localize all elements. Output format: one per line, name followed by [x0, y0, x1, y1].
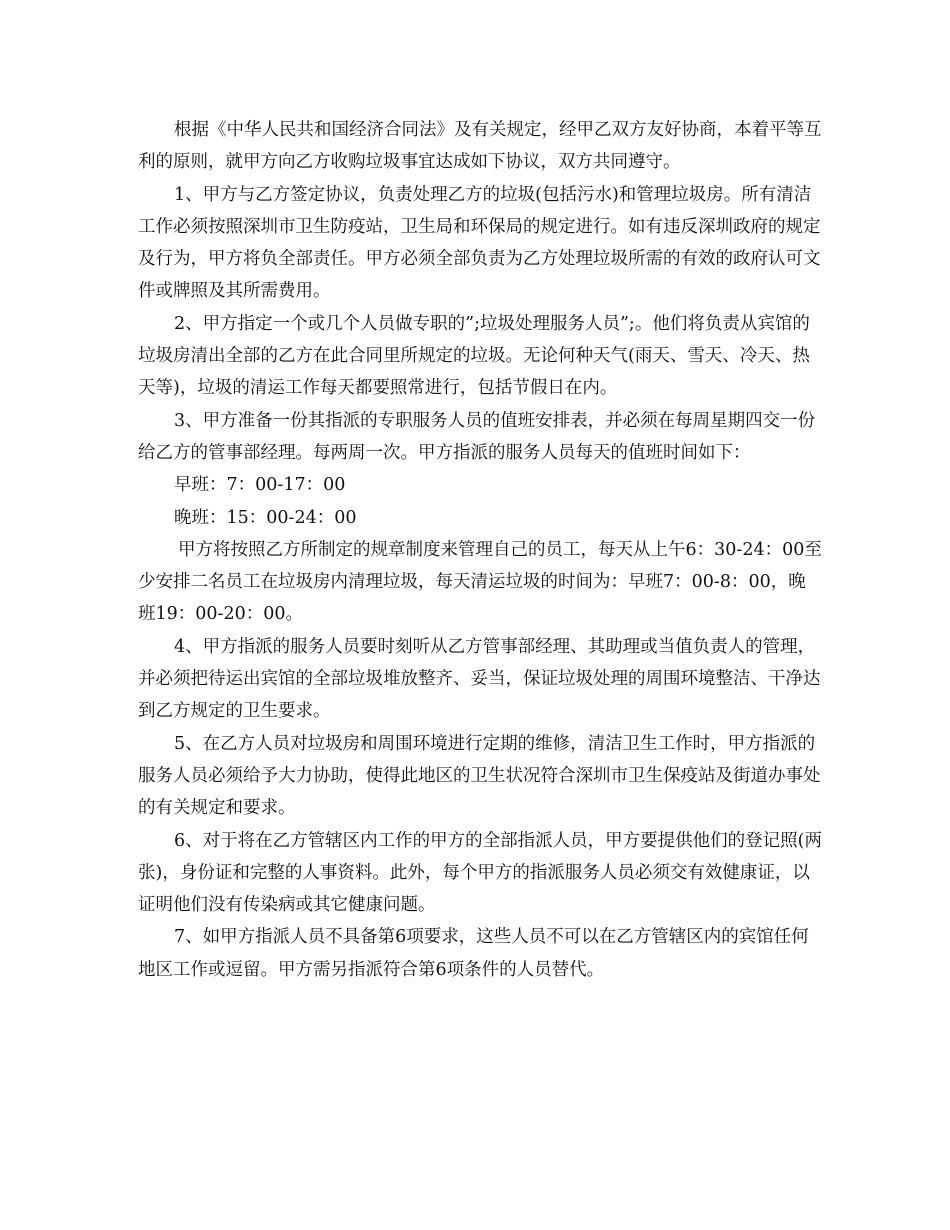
clause-5-paragraph: 5、在乙方人员对垃圾房和周围环境进行定期的维修，清洁卫生工作时，甲方指派的服务人员必须给予大力协助，使得此地区的卫生状况符合深圳市卫生保疫站及街道办事处的有关规定和要求。 — [138, 733, 821, 819]
clause-1-paragraph: 1、甲方与乙方签定协议，负责处理乙方的垃圾(包括污水)和管理垃圾房。所有清洁工作必须按照深圳市卫生防疫站，卫生局和环保局的规定进行。如有违反深圳政府的规定及行为，甲方将负全部责任。甲方必须全部负责为乙方处理垃圾所需的有效的政府认可文件或牌照及其所需费用。 — [138, 184, 821, 302]
preamble-paragraph: 根据《中华人民共和国经济合同法》及有关规定，经甲乙双方友好协商，本着平等互利的原则，就甲方向乙方收购垃圾事宜达成如下协议，双方共同遵守。 — [138, 120, 822, 173]
clause-7-paragraph: 7、如甲方指派人员不具备第6项要求，这些人员不可以在乙方管辖区内的宾馆任何地区工作或逗留。甲方需另指派符合第6项条件的人员替代。 — [138, 927, 809, 980]
clause-4-paragraph: 4、甲方指派的服务人员要时刻听从乙方管事部经理、其助理或当值负责人的管理，并必须把待运出宾馆的全部垃圾堆放整齐、妥当，保证垃圾处理的周围环境整洁、干净达到乙方规定的卫生要求。 — [138, 636, 821, 722]
clause-6-paragraph: 6、对于将在乙方管辖区内工作的甲方的全部指派人员，甲方要提供他们的登记照(两张)，身份证和完整的人事资料。此外，每个甲方的指派服务人员必须交有效健康证，以证明他们没有传染病或其它健康问题。 — [138, 830, 822, 916]
evening-shift-line: 晚班：15：00-24：00 — [174, 507, 357, 528]
morning-shift-line: 早班：7：00-17：00 — [174, 475, 346, 496]
clause-3-paragraph: 3、甲方准备一份其指派的专职服务人员的值班安排表，并必须在每周星期四交一份给乙方的管事部经理。每两周一次。甲方指派的服务人员每天的值班时间如下： — [138, 410, 816, 463]
staff-management-paragraph: 甲方将按照乙方所制定的规章制度来管理自己的员工，每天从上午6：30-24：00至少安排二名员工在垃圾房内清理垃圾，每天清运垃圾的时间为：早班7：00-8：00，晚班19：00-20：00。 — [138, 539, 822, 625]
agreement-body — [138, 114, 822, 986]
clause-2-paragraph: 2、甲方指定一个或几个人员做专职的”;垃圾处理服务人员”;。他们将负责从宾馆的垃圾房清出全部的乙方在此合同里所规定的垃圾。无论何种天气(雨天、雪天、冷天、热天等)，垃圾的清运工作每天都要照常进行，包括节假日在内。 — [138, 313, 810, 399]
